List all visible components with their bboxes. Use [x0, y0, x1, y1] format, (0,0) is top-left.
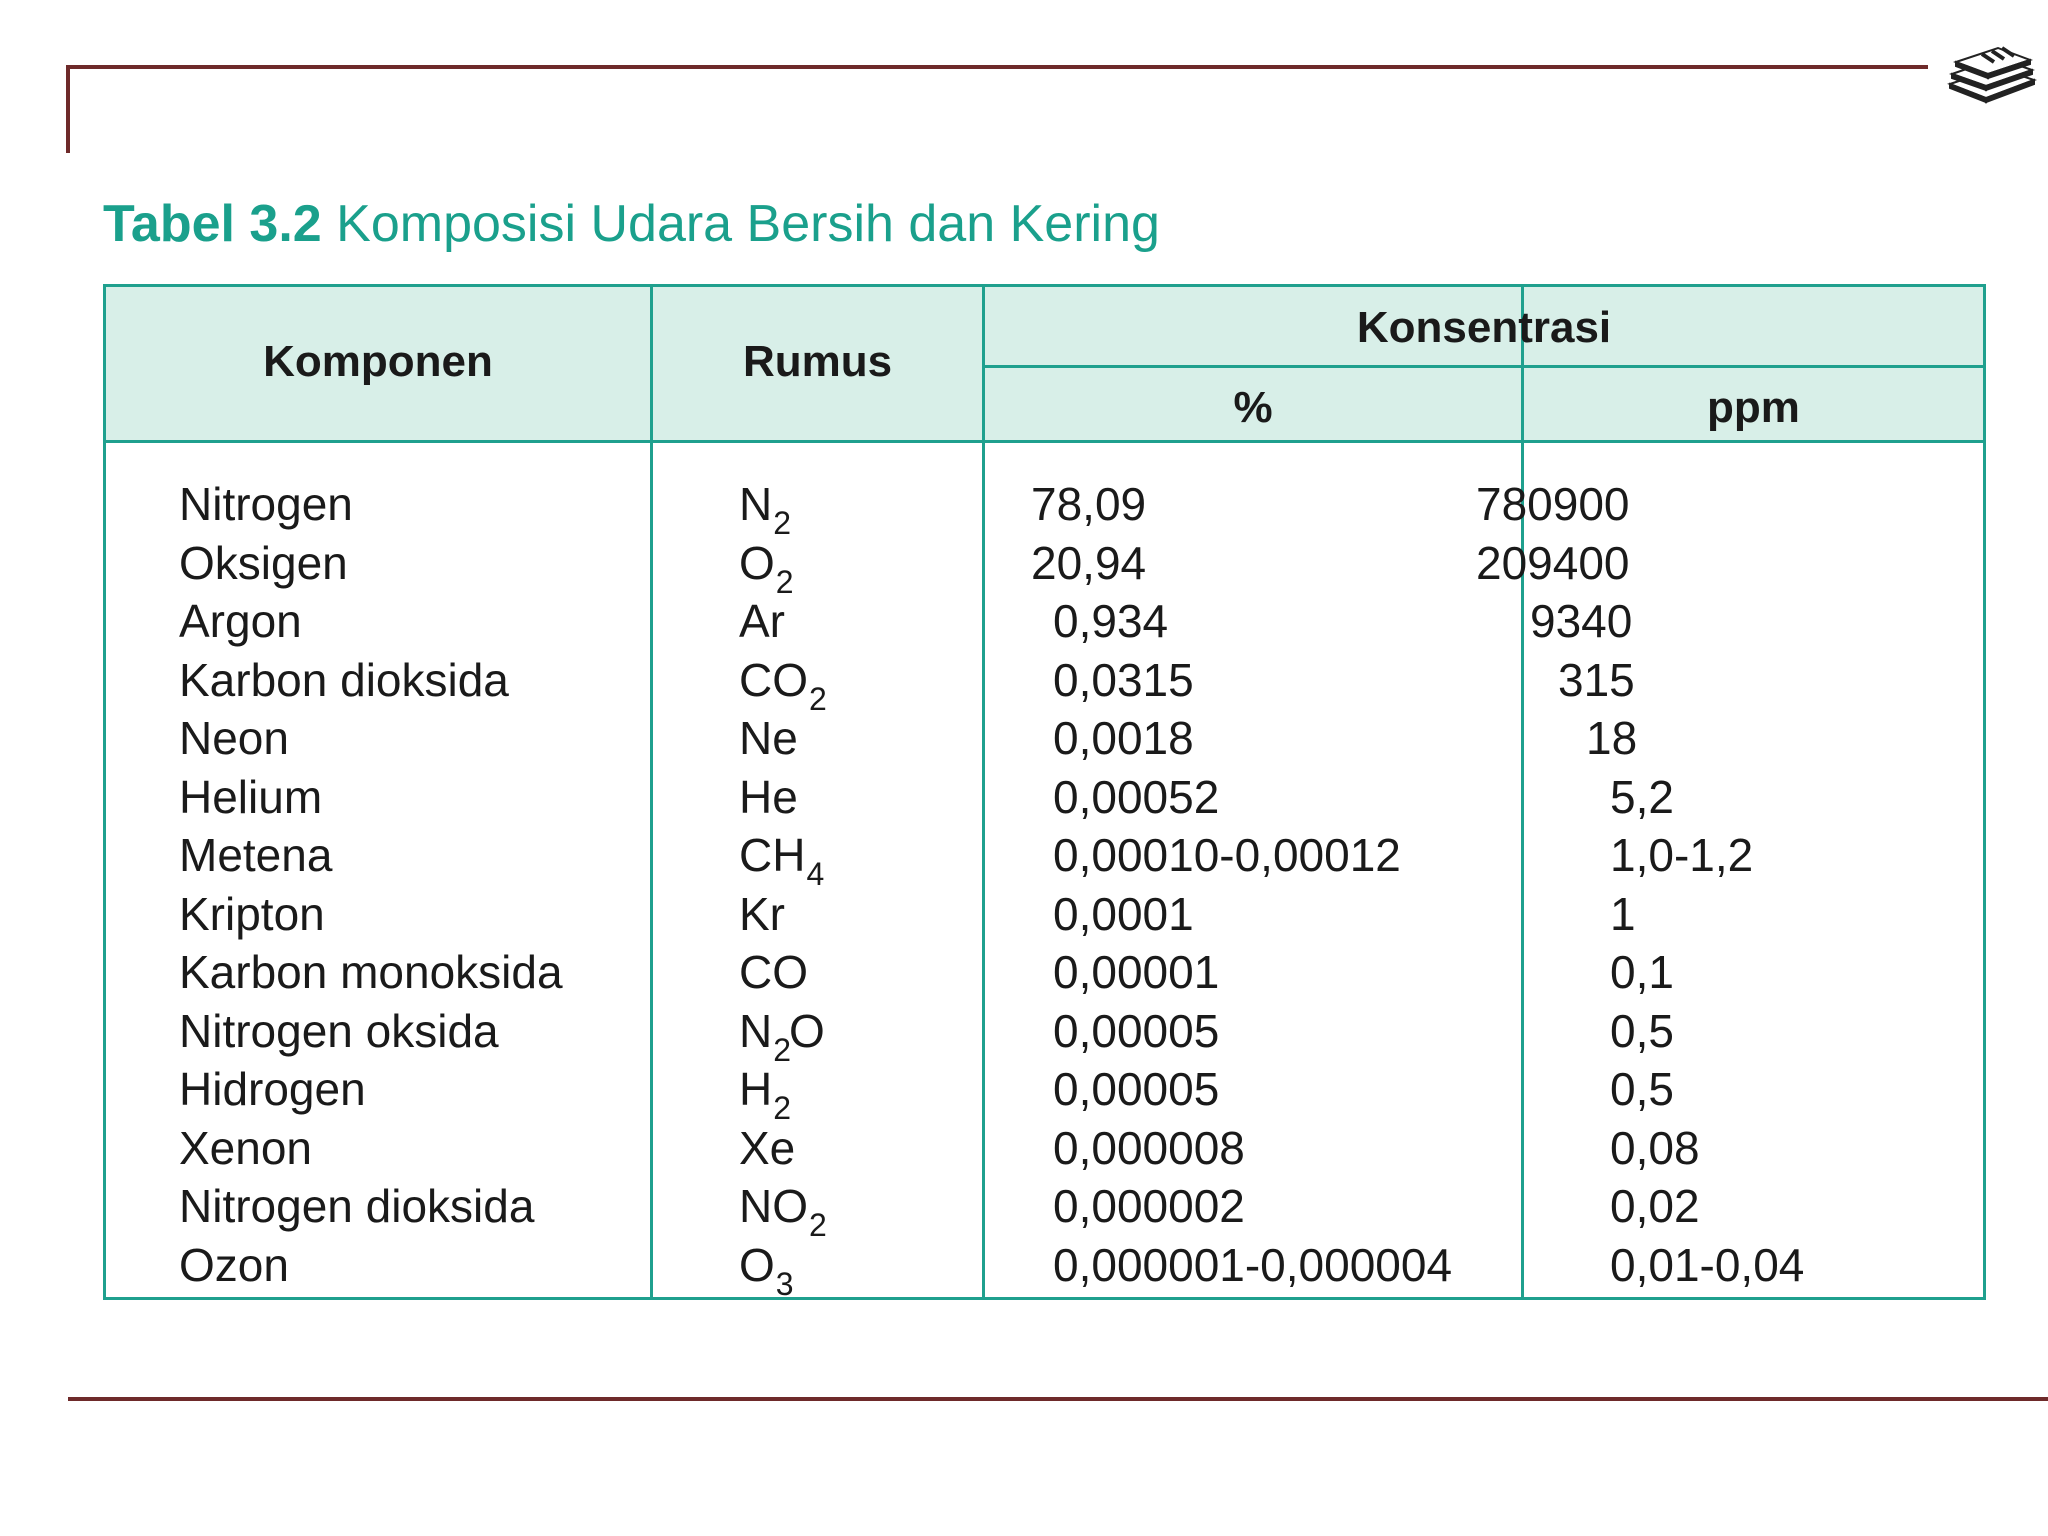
- percent-value: 78,09: [1031, 478, 1147, 530]
- percent-value: 0,000001-0,000004: [1053, 1238, 1453, 1291]
- formula-cell: [739, 592, 827, 651]
- stacked-books-icon: [1942, 40, 2038, 104]
- column-divider-1: [650, 287, 653, 1297]
- table-title: [103, 194, 1160, 254]
- formula-cell: [739, 709, 827, 768]
- percent-value: 0,00001: [1053, 946, 1220, 998]
- formula-subscript: 3: [775, 1265, 794, 1302]
- formula-cell: [739, 1119, 827, 1178]
- column-ppm: [1476, 475, 1805, 1294]
- component-name: Nitrogen: [179, 478, 353, 530]
- column-divider-2: [982, 287, 985, 1297]
- ppm-value: 9340: [1530, 595, 1633, 647]
- ppm-value: 315: [1558, 653, 1635, 706]
- formula-subscript: 2: [773, 1031, 792, 1068]
- header-ppm: ppm: [1707, 383, 1800, 432]
- formula-base: CO: [739, 946, 808, 998]
- component-name: Metena: [179, 829, 333, 881]
- konsentrasi-divider: [985, 365, 1983, 368]
- formula-subscript: 2: [773, 1090, 792, 1126]
- component-name: Argon: [179, 595, 302, 647]
- formula-base: NO: [739, 1180, 808, 1232]
- header-rumus: Rumus: [742, 337, 893, 386]
- percent-value: 0,0001: [1053, 887, 1194, 940]
- formula-base: O: [739, 536, 775, 589]
- percent-value: 0,934: [1053, 595, 1169, 647]
- percent-value: 0,00005: [1053, 1004, 1220, 1057]
- formula-cell: [739, 475, 827, 541]
- formula-cell: [739, 1060, 827, 1126]
- frame-left-rule: [66, 65, 70, 153]
- component-name: Karbon dioksida: [179, 653, 509, 706]
- component-name: Xenon: [179, 1121, 313, 1174]
- formula-base: He: [739, 770, 798, 823]
- formula-tail: O: [789, 1004, 825, 1057]
- component-name: Hidrogen: [179, 1063, 366, 1115]
- formula-base: Ne: [739, 712, 798, 764]
- formula-subscript: 2: [809, 680, 827, 717]
- ppm-value: 209400: [1476, 536, 1630, 589]
- component-name: Ozon: [179, 1238, 289, 1291]
- formula-base: CO: [739, 653, 808, 706]
- formula-base: N: [739, 478, 773, 530]
- header-konsentrasi: Konsentrasi: [1356, 303, 1612, 352]
- ppm-value: 0,02: [1610, 1180, 1700, 1232]
- column-komponen: [179, 475, 563, 1294]
- component-name: Neon: [179, 712, 289, 764]
- formula-base: H: [739, 1063, 773, 1115]
- ppm-value: 0,01-0,04: [1610, 1238, 1805, 1291]
- formula-subscript: 2: [773, 505, 792, 541]
- formula-subscript: 4: [806, 856, 825, 892]
- formula-cell: [739, 1177, 827, 1243]
- component-name: Kripton: [179, 887, 325, 940]
- percent-value: 0,0315: [1053, 653, 1194, 706]
- column-rumus: [739, 475, 827, 1302]
- formula-cell: [739, 534, 827, 600]
- percent-value: 20,94: [1031, 536, 1147, 589]
- component-name: Karbon monoksida: [179, 946, 563, 998]
- ppm-value: 1,0-1,2: [1610, 829, 1754, 881]
- percent-value: 0,00005: [1053, 1063, 1220, 1115]
- header-komponen: Komponen: [263, 337, 493, 386]
- formula-cell: [739, 768, 827, 827]
- formula-base: Xe: [739, 1121, 796, 1174]
- formula-base: O: [739, 1238, 775, 1291]
- formula-subscript: 2: [775, 563, 794, 600]
- frame-top-rule: [66, 65, 1928, 69]
- ppm-value: 0,5: [1610, 1063, 1674, 1115]
- formula-cell: [739, 1002, 827, 1068]
- table-number: Tabel 3.2: [103, 195, 322, 253]
- formula-base: Kr: [739, 887, 785, 940]
- frame-bottom-rule: [68, 1397, 2048, 1401]
- formula-base: CH: [739, 829, 806, 881]
- ppm-value: 0,1: [1610, 946, 1674, 998]
- ppm-value: 1: [1610, 887, 1636, 940]
- ppm-value: 0,5: [1610, 1004, 1674, 1057]
- formula-cell: [739, 826, 827, 892]
- formula-base: N: [739, 1004, 773, 1057]
- percent-value: 0,0018: [1053, 712, 1194, 764]
- percent-value: 0,000008: [1053, 1121, 1245, 1174]
- component-name: Helium: [179, 770, 323, 823]
- ppm-value: 18: [1586, 712, 1638, 764]
- column-percent: [1031, 475, 1452, 1294]
- ppm-value: 0,08: [1610, 1121, 1700, 1174]
- component-name: Nitrogen oksida: [179, 1004, 499, 1057]
- ppm-value: 780900: [1476, 478, 1630, 530]
- formula-base: Ar: [739, 595, 785, 647]
- formula-cell: [739, 885, 827, 944]
- ppm-value: 5,2: [1610, 770, 1674, 823]
- percent-value: 0,00010-0,00012: [1053, 829, 1401, 881]
- percent-value: 0,00052: [1053, 770, 1220, 823]
- formula-subscript: 2: [809, 1207, 827, 1243]
- component-name: Oksigen: [179, 536, 348, 589]
- formula-cell: [739, 943, 827, 1002]
- composition-table: [103, 284, 1986, 1300]
- component-name: Nitrogen dioksida: [179, 1180, 535, 1232]
- percent-value: 0,000002: [1053, 1180, 1245, 1232]
- formula-cell: [739, 1236, 827, 1302]
- formula-cell: [739, 651, 827, 717]
- table-caption: Komposisi Udara Bersih dan Kering: [336, 195, 1160, 253]
- header-percent: %: [1233, 383, 1273, 432]
